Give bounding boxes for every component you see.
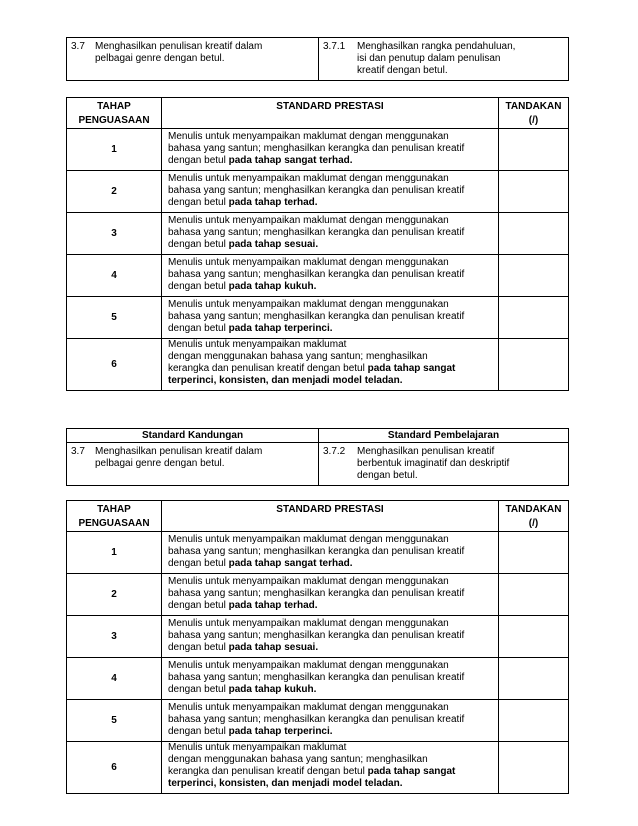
tandakan-checkbox-cell[interactable] [499,213,569,255]
tandakan-checkbox-cell[interactable] [499,129,569,171]
standard-kandungan-cell [67,443,319,486]
sk-text-2: pelbagai genre dengan betul. [95,458,225,469]
table-row [67,532,569,574]
table-row [67,297,569,339]
description-cell: Menulis untuk menyampaikan maklumat dengan menggunakan bahasa yang santun; menghasilkan kerangka dan penulisan kreatif dengan betul pada tahap sangat terhad. [162,129,499,171]
tandakan-checkbox-cell[interactable] [499,297,569,339]
level-cell: 6 [67,742,162,794]
header-tandakan: TANDAKAN (/) [499,98,569,129]
sk-number: 3.7 [71,446,85,457]
level-cell: 3 [67,616,162,658]
prestasi-table-2 [66,500,569,794]
table-row [67,658,569,700]
description-cell: Menulis untuk menyampaikan maklumat dengan menggunakan bahasa yang santun; menghasilkan kerangka dan penulisan kreatif dengan betul pada tahap sesuai. [162,213,499,255]
standard-table-1 [66,37,569,81]
table-row [67,129,569,171]
table-row [67,255,569,297]
table-row [67,213,569,255]
sk-number: 3.7 [71,41,85,52]
description-cell: Menulis untuk menyampaikan maklumat dengan menggunakan bahasa yang santun; menghasilkan kerangka dan penulisan kreatif dengan betul pada tahap kukuh. [162,658,499,700]
level-cell: 2 [67,171,162,213]
level-cell: 5 [67,297,162,339]
tandakan-checkbox-cell[interactable] [499,742,569,794]
sk-text: Menghasilkan penulisan kreatif dalam [95,41,263,52]
tandakan-checkbox-cell[interactable] [499,339,569,391]
level-cell: 5 [67,700,162,742]
standard-pembelajaran-cell [319,443,569,486]
table-row [67,742,569,794]
description-cell: Menulis untuk menyampaikan maklumat dengan menggunakan bahasa yang santun; menghasilkan kerangka dan penulisan kreatif dengan betul pada tahap terperinci. [162,297,499,339]
table-row [67,700,569,742]
description-cell: Menulis untuk menyampaikan maklumat dengan menggunakan bahasa yang santun; menghasilkan kerangka dan penulisan kreatif dengan betul pada tahap sesuai. [162,616,499,658]
table-row [67,339,569,391]
description-cell: Menulis untuk menyampaikan maklumat dengan menggunakan bahasa yang santun; menghasilkan kerangka dan penulisan kreatif dengan betul pada tahap sangat terperinci, konsisten, dan menjadi model teladan. [162,339,499,391]
description-cell: Menulis untuk menyampaikan maklumat dengan menggunakan bahasa yang santun; menghasilkan kerangka dan penulisan kreatif dengan betul pada tahap sangat terperinci, konsisten, dan menjadi model teladan. [162,742,499,794]
sp-number: 3.7.2 [323,446,346,457]
sp-text: Menghasilkan penulisan kreatif [357,446,495,457]
level-cell: 1 [67,532,162,574]
header-standard-kandungan: Standard Kandungan [67,429,319,443]
description-cell: Menulis untuk menyampaikan maklumat dengan menggunakan bahasa yang santun; menghasilkan kerangka dan penulisan kreatif dengan betul pada tahap sangat terhad. [162,532,499,574]
header-tahap: TAHAP PENGUASAAN [67,98,162,129]
sp-text-3: kreatif dengan betul. [357,65,448,76]
level-cell: 2 [67,574,162,616]
header-standard-pembelajaran: Standard Pembelajaran [319,429,569,443]
sk-text: Menghasilkan penulisan kreatif dalam [95,446,263,457]
level-cell: 3 [67,213,162,255]
tandakan-checkbox-cell[interactable] [499,616,569,658]
header-tandakan: TANDAKAN (/) [499,501,569,532]
table-row [67,574,569,616]
prestasi-table-1 [66,97,569,391]
header-standard-prestasi: STANDARD PRESTASI [162,501,499,532]
standard-pembelajaran-cell [319,38,569,81]
sp-text-3: dengan betul. [357,470,418,481]
description-cell: Menulis untuk menyampaikan maklumat dengan menggunakan bahasa yang santun; menghasilkan kerangka dan penulisan kreatif dengan betul pada tahap kukuh. [162,255,499,297]
tandakan-checkbox-cell[interactable] [499,171,569,213]
level-cell: 4 [67,658,162,700]
sp-number: 3.7.1 [323,41,346,52]
description-cell: Menulis untuk menyampaikan maklumat dengan menggunakan bahasa yang santun; menghasilkan kerangka dan penulisan kreatif dengan betul pada tahap terhad. [162,574,499,616]
description-cell: Menulis untuk menyampaikan maklumat dengan menggunakan bahasa yang santun; menghasilkan kerangka dan penulisan kreatif dengan betul pada tahap terperinci. [162,700,499,742]
standard-kandungan-cell [67,38,319,81]
tandakan-checkbox-cell[interactable] [499,658,569,700]
tandakan-checkbox-cell[interactable] [499,700,569,742]
level-cell: 1 [67,129,162,171]
tandakan-checkbox-cell[interactable] [499,532,569,574]
header-tahap: TAHAP PENGUASAAN [67,501,162,532]
level-cell: 4 [67,255,162,297]
standard-table-2 [66,428,569,486]
description-cell: Menulis untuk menyampaikan maklumat dengan menggunakan bahasa yang santun; menghasilkan kerangka dan penulisan kreatif dengan betul pada tahap terhad. [162,171,499,213]
table-row [67,616,569,658]
tandakan-checkbox-cell[interactable] [499,255,569,297]
header-standard-prestasi: STANDARD PRESTASI [162,98,499,129]
sp-text-2: isi dan penutup dalam penulisan [357,53,501,64]
sp-text-2: berbentuk imaginatif dan deskriptif [357,458,510,469]
table-row [67,171,569,213]
level-cell: 6 [67,339,162,391]
tandakan-checkbox-cell[interactable] [499,574,569,616]
sp-text: Menghasilkan rangka pendahuluan, [357,41,516,52]
sk-text-2: pelbagai genre dengan betul. [95,53,225,64]
